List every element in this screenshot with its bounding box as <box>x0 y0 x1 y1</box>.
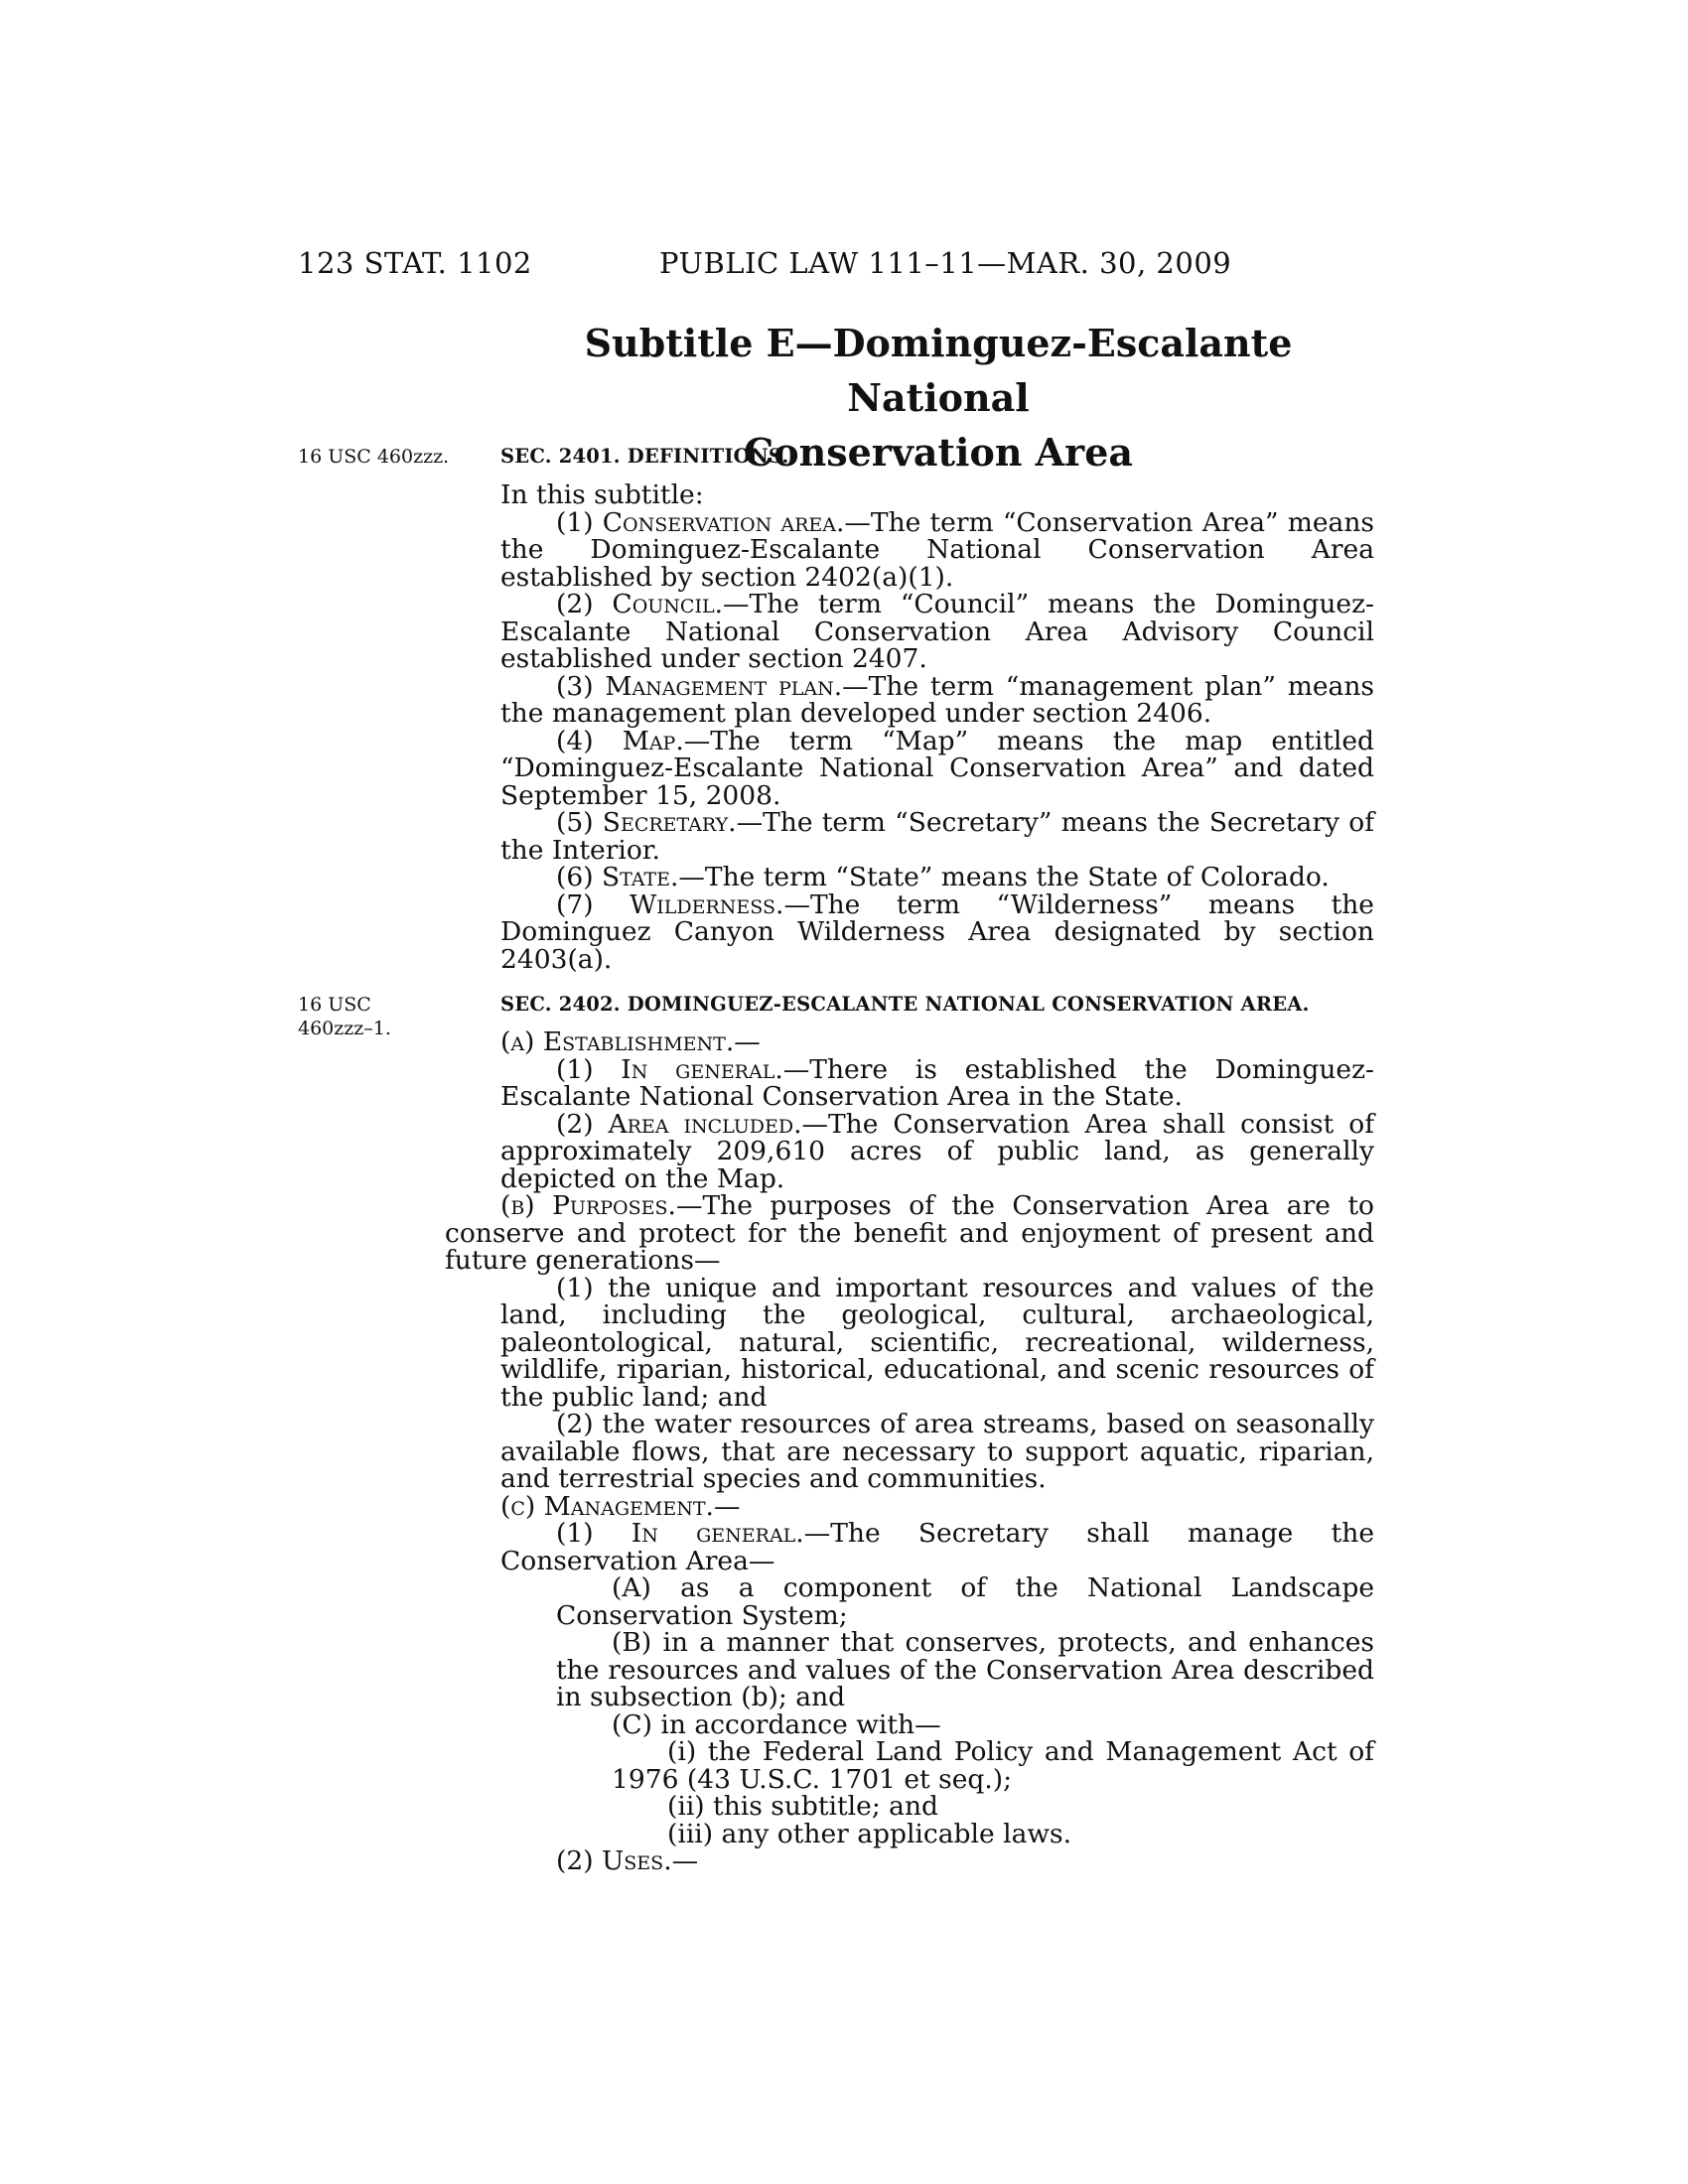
definition-1-label: (1) Conservation area. <box>556 506 845 538</box>
paragraph-a2 <box>500 1108 1375 1194</box>
running-header: PUBLIC LAW 111–11—MAR. 30, 2009 <box>659 246 1232 280</box>
section-body-2401 <box>500 481 1374 973</box>
definition-5-text: —The term “Secretary” means the Secretary of the Interior. <box>500 807 1375 866</box>
subsection-c-heading <box>500 1490 1374 1522</box>
subsection-b-label: (b) Purposes. <box>500 1190 676 1221</box>
paragraph-a1 <box>500 1053 1375 1112</box>
definition-7 <box>500 888 1374 975</box>
statute-page-number: 123 STAT. 1102 <box>298 246 532 280</box>
subsection-c-dash: — <box>713 1490 741 1522</box>
paragraph-a2-label: (2) Area included. <box>556 1108 802 1140</box>
paragraph-a2-text: —The Conservation Area shall consist of approximately 209,610 acres of public land, as generally depicted on the Map. <box>500 1108 1375 1194</box>
definition-2-label: (2) Council. <box>556 589 724 619</box>
paragraph-c1-label: (1) In general. <box>556 1518 804 1549</box>
paragraph-a1-text: —There is established the Dominguez-Escalante National Conservation Area in the State. <box>500 1053 1375 1112</box>
section-body-2402 <box>445 1026 1375 1876</box>
paragraph-c2-heading <box>500 1847 1374 1875</box>
definition-2 <box>500 591 1374 673</box>
definition-5-label: (5) Secretary. <box>556 807 737 838</box>
subsection-b <box>445 1192 1374 1275</box>
subsection-a-label: (a) Establishment. <box>500 1026 735 1057</box>
margin-note-2401: 16 USC 460zzz. <box>298 446 450 468</box>
section-heading-2401: SEC. 2401. DEFINITIONS. <box>500 445 789 468</box>
paragraph-c2-dash: — <box>671 1845 699 1876</box>
clause-c1Ci: (i) the Federal Land Policy and Management Act of 1976 (43 U.S.C. 1701 et seq.); <box>612 1736 1374 1795</box>
definition-3-text: —The term “management plan” means the management plan developed under section 2406. <box>500 670 1374 729</box>
subsection-a-heading <box>500 1028 1374 1056</box>
subparagraph-c1A: (A) as a component of the National Landscape Conservation System; <box>556 1572 1374 1631</box>
definition-3-label: (3) Management plan. <box>556 670 843 702</box>
paragraph-b1: (1) the unique and important resources and values of the land, including the geological, cultural, archaeological, paleontological, natural, scientific, recreational, wilderness, wildlife, riparian, historical, educational, and scenic resources of the public land; and <box>500 1272 1374 1413</box>
section-heading-2402: SEC. 2402. DOMINGUEZ-ESCALANTE NATIONAL CONSERVATION AREA. <box>500 993 1310 1016</box>
clause-c1Cii: (ii) this subtitle; and <box>667 1791 939 1822</box>
subsection-b-text: —The purposes of the Conservation Area are to conserve and protect for the benefit and enjoyment of present and future generations— <box>445 1190 1374 1276</box>
margin-note-2402-line-1: 16 USC <box>298 994 371 1016</box>
definition-6-text: —The term “State” means the State of Colorado. <box>678 862 1330 892</box>
definition-7-label: (7) Wilderness. <box>556 888 784 920</box>
clause-c1Ciii: (iii) any other applicable laws. <box>667 1818 1072 1849</box>
intro-paragraph: In this subtitle: <box>500 479 704 510</box>
definition-7-text: —The term “Wilderness” means the Dominguez Canyon Wilderness Area designated by section 2403(a). <box>500 888 1374 975</box>
definition-4 <box>500 725 1374 811</box>
definition-6-label: (6) State. <box>556 862 679 892</box>
margin-note-2402 <box>298 993 487 1040</box>
definition-4-text: —The term “Map” means the map entitled “Dominguez-Escalante National Conservation Area” and dated September 15, 2008. <box>500 725 1374 811</box>
subparagraph-c1C: (C) in accordance with— <box>612 1708 941 1740</box>
margin-note-2402-line-2: 460zzz–1. <box>298 1018 391 1039</box>
definition-4-label: (4) Map. <box>556 725 684 756</box>
paragraph-c2-label: (2) Uses. <box>556 1845 672 1876</box>
subsection-c-label: (c) Management. <box>500 1490 714 1522</box>
subtitle-line-1: Subtitle E—Dominguez-Escalante National <box>584 321 1293 420</box>
subsection-a-dash: — <box>734 1026 761 1057</box>
definition-2-text: —The term “Council” means the Dominguez-Escalante National Conservation Area Advisory Council established under section 2407. <box>500 589 1374 674</box>
subparagraph-c1B: (B) in a manner that conserves, protects, and enhances the resources and values of the Conservation Area described in subsection (b); and <box>556 1627 1374 1712</box>
definition-3 <box>500 670 1374 729</box>
definition-1-text: —The term “Conservation Area” means the Dominguez-Escalante National Conservation Area established by section 2402(a)(1). <box>500 506 1374 593</box>
definition-1 <box>500 506 1374 593</box>
paragraph-c1 <box>500 1520 1374 1574</box>
definition-5 <box>500 809 1374 864</box>
subtitle-line-2: Conservation Area <box>743 430 1133 475</box>
paragraph-c1-text: —The Secretary shall manage the Conservation Area— <box>500 1518 1374 1576</box>
paragraph-b2: (2) the water resources of area streams, based on seasonally available flows, that are necessary to support aquatic, riparian, and terrestrial species and communities. <box>500 1409 1374 1494</box>
paragraph-a1-label: (1) In general. <box>556 1053 783 1085</box>
definition-6 <box>500 864 1374 891</box>
